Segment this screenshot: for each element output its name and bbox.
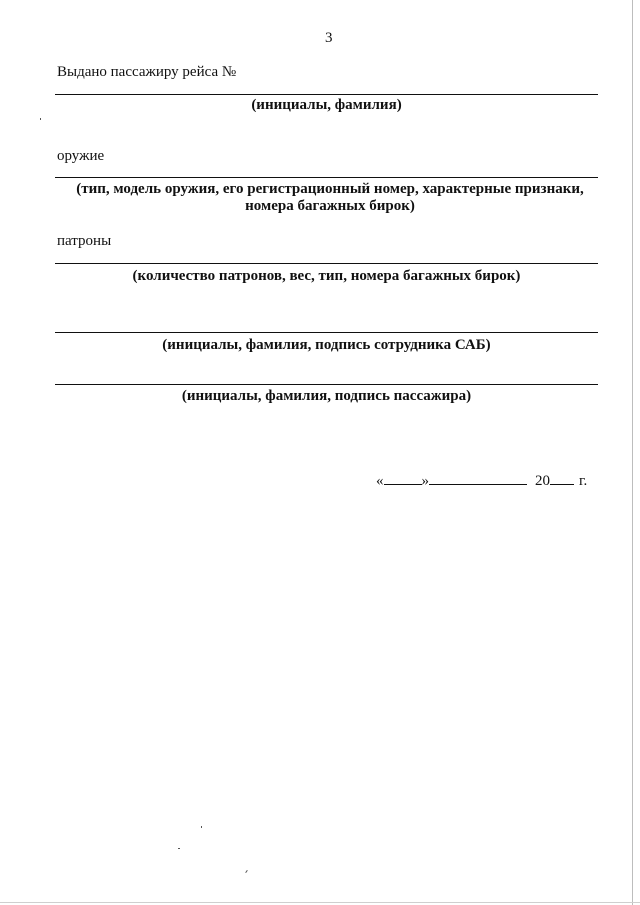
date-day-blank bbox=[384, 473, 422, 485]
scan-speck bbox=[178, 848, 180, 849]
officer-signature-line bbox=[55, 332, 598, 333]
caption-passenger: (инициалы, фамилия, подпись пассажира) bbox=[181, 388, 472, 404]
caption-name: (инициалы, фамилия) bbox=[251, 97, 402, 113]
passenger-signature-line bbox=[55, 384, 598, 385]
date-year-prefix: 20 bbox=[535, 473, 550, 489]
scan-speck bbox=[201, 826, 202, 828]
page-number: 3 bbox=[325, 30, 333, 46]
weapon-label: оружие bbox=[57, 148, 105, 164]
caption-weapon: (тип, модель оружия, его регистрационный номер, характерные признаки, номера багажных бирок) bbox=[76, 181, 584, 215]
ammo-line bbox=[55, 263, 598, 264]
ammo-label: патроны bbox=[57, 233, 112, 249]
name-line bbox=[55, 94, 598, 95]
issued-to-passenger-label: Выдано пассажиру рейса № bbox=[57, 64, 237, 80]
scan-speck bbox=[245, 870, 248, 873]
date-month-blank bbox=[429, 473, 527, 485]
scan-speck bbox=[40, 118, 41, 120]
date-year-suffix: г. bbox=[579, 473, 588, 489]
date-open-quote: « bbox=[376, 473, 384, 489]
scan-edge-right bbox=[632, 0, 633, 905]
caption-officer: (инициалы, фамилия, подпись сотрудника САБ) bbox=[162, 337, 491, 353]
scan-edge-bottom bbox=[0, 902, 640, 903]
caption-ammo: (количество патронов, вес, тип, номера багажных бирок) bbox=[132, 268, 521, 284]
date-year-blank bbox=[550, 473, 574, 485]
date-close-quote: » bbox=[421, 473, 429, 489]
weapon-line bbox=[55, 177, 598, 178]
date-line bbox=[376, 473, 587, 490]
